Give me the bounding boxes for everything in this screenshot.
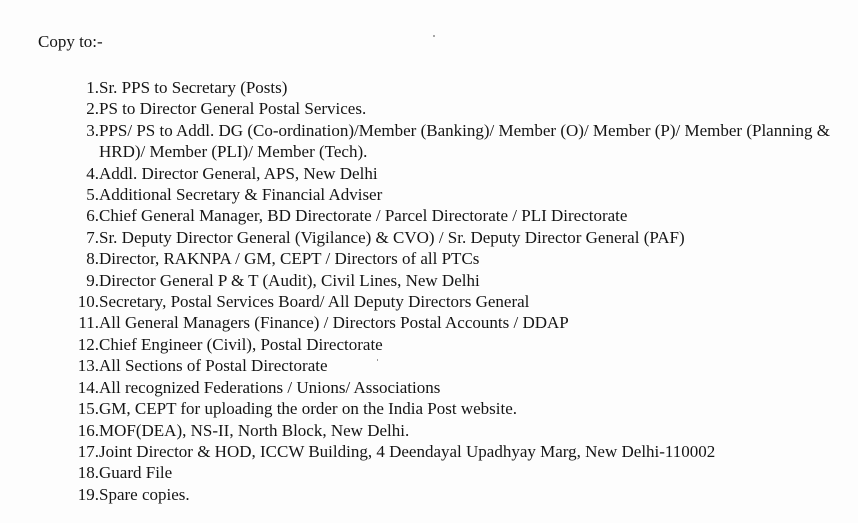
list-item-number: 9. — [86, 270, 99, 290]
scan-speck — [377, 359, 378, 361]
list-item-number: 15. — [77, 399, 99, 419]
list-item-text: Chief Engineer (Civil), Postal Directorate — [99, 334, 383, 354]
list-item-text: Chief General Manager, BD Directorate / Parcel Directorate / PLI Directorate — [99, 206, 628, 226]
list-item-text: Director, RAKNPA / GM, CEPT / Directors of all PTCs — [99, 249, 480, 269]
list-item — [58, 377, 838, 398]
list-item-number: 19. — [77, 484, 99, 504]
list-item-number: 11. — [78, 313, 99, 333]
list-item — [58, 462, 838, 483]
distribution-list — [58, 77, 838, 505]
list-item-text: Spare copies. — [99, 484, 190, 504]
list-item-text: PS to Director General Postal Services. — [99, 99, 367, 119]
list-item — [58, 98, 838, 119]
list-item-number: 5. — [86, 185, 99, 205]
list-item-number: 3. — [86, 120, 99, 140]
list-item-text: All Sections of Postal Directorate — [99, 356, 328, 376]
list-item-number: 8. — [86, 249, 99, 269]
list-item-number: 12. — [77, 334, 99, 354]
list-item — [58, 398, 838, 419]
list-item — [58, 227, 838, 248]
list-item-number: 1. — [86, 78, 99, 97]
list-item — [58, 184, 838, 205]
scan-speck — [433, 35, 435, 37]
list-item-number: 10. — [77, 292, 99, 312]
list-item-text: Sr. PPS to Secretary (Posts) — [99, 78, 288, 97]
list-item — [58, 77, 838, 98]
list-item-text: Sr. Deputy Director General (Vigilance) & CVO) / Sr. Deputy Director General (PAF) — [99, 227, 685, 247]
list-item — [58, 312, 838, 333]
list-item-text: Guard File — [99, 463, 173, 483]
list-item-number: 6. — [86, 206, 99, 226]
list-item — [58, 334, 838, 355]
list-item — [58, 120, 838, 163]
list-item — [58, 291, 838, 312]
list-item-text: PPS/ PS to Addl. DG (Co-ordination)/Member (Banking)/ Member (O)/ Member (P)/ Member (Planning & HRD)/ Member (PLI)/ Member (Tech). — [99, 120, 830, 162]
list-item-number: 18. — [77, 463, 99, 483]
list-item — [58, 355, 838, 376]
list-item-text: MOF(DEA), NS-II, North Block, New Delhi. — [99, 420, 410, 440]
list-item-number: 16. — [77, 420, 99, 440]
list-item — [58, 441, 838, 462]
list-item — [58, 248, 838, 269]
list-item — [58, 420, 838, 441]
list-item-text: All recognized Federations / Unions/ Associations — [99, 377, 441, 397]
list-item-number: 2. — [86, 99, 99, 119]
list-item-number: 17. — [77, 441, 99, 461]
list-item-text: Director General P & T (Audit), Civil Lines, New Delhi — [99, 270, 480, 290]
list-item — [58, 163, 838, 184]
list-item-number: 13. — [77, 356, 99, 376]
list-item-text: Addl. Director General, APS, New Delhi — [99, 163, 378, 183]
list-item-text: All General Managers (Finance) / Directors Postal Accounts / DDAP — [99, 313, 569, 333]
list-item-number: 7. — [86, 227, 99, 247]
list-item-number: 4. — [86, 163, 99, 183]
list-item — [58, 484, 838, 505]
copy-to-heading: Copy to:- — [38, 32, 103, 51]
list-item — [58, 270, 838, 291]
list-item-text: Additional Secretary & Financial Adviser — [99, 185, 383, 205]
list-item-text: Joint Director & HOD, ICCW Building, 4 Deendayal Upadhyay Marg, New Delhi-110002 — [99, 441, 716, 461]
list-item — [58, 205, 838, 226]
list-item-text: GM, CEPT for uploading the order on the India Post website. — [99, 399, 518, 419]
list-item-number: 14. — [77, 377, 99, 397]
list-item-text: Secretary, Postal Services Board/ All Deputy Directors General — [99, 292, 530, 312]
